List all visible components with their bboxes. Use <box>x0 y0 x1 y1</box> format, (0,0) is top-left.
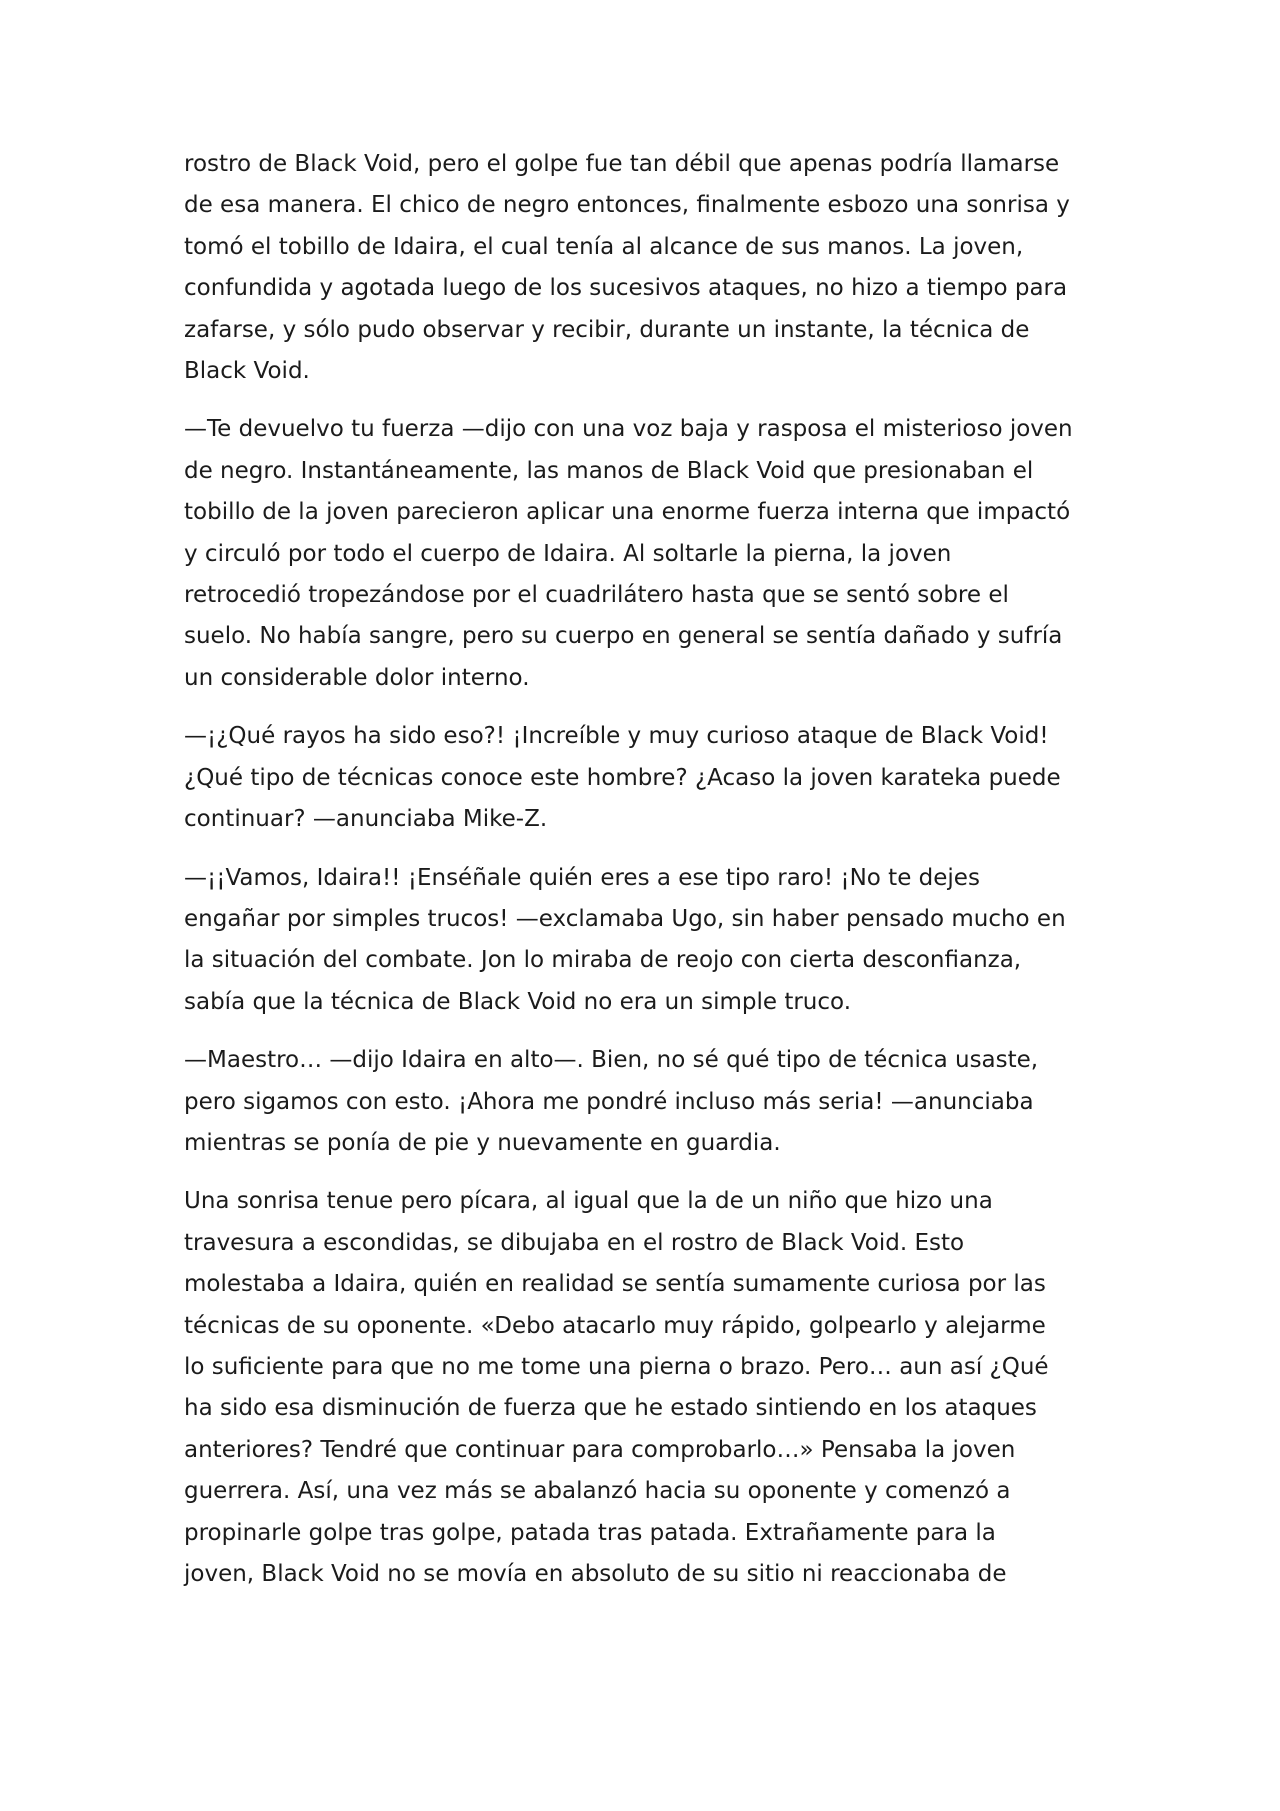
paragraph-4: —¡¡Vamos, Idaira!! ¡Enséñale quién eres a ese tipo raro! ¡No te dejes engañar por simples trucos! —exclamaba Ugo, sin haber pensado mucho en la situación del combate. Jon lo miraba de reojo con cierta desconfianza, sabía que la técnica de Black Void no era un simple truco. <box>184 864 1066 1015</box>
paragraph-5: —Maestro… —dijo Idaira en alto—. Bien, no sé qué tipo de técnica usaste, pero sigamos con esto. ¡Ahora me pondré incluso más seria! —anunciaba mientras se ponía de pie y nuevamente en guardia. <box>184 1047 1039 1156</box>
paragraph-3: —¡¿Qué rayos ha sido eso?! ¡Increíble y muy curioso ataque de Black Void! ¿Qué tipo de técnicas conoce este hombre? ¿Acaso la joven karateka puede continuar? —anunciaba Mike-Z. <box>184 723 1061 833</box>
paragraph-6: Una sonrisa tenue pero pícara, al igual que la de un niño que hizo una travesura a escondidas, se dibujaba en el rostro de Black Void. Esto molestaba a Idaira, quién en realidad se sentía sumamente curiosa por las técnicas de su oponente. «Debo atacarlo muy rápido, golpearlo y alejarme lo suficiente para que no me tome una pierna o brazo. Pero… aun así ¿Qué ha sido esa disminución de fuerza que he estado sintiendo en los ataques anteriores? Tendré que continuar para comprobarlo…» Pensaba la joven guerrera. Así, una vez más se abalanzó hacia su oponente y comenzó a propinarle golpe tras golpe, patada tras patada. Extrañamente para la joven, Black Void no se movía en absoluto de su sitio ni reaccionaba de <box>184 1188 1049 1587</box>
paragraph-2: —Te devuelvo tu fuerza —dijo con una voz baja y rasposa el misterioso joven de negro. Instantáneamente, las manos de Black Void que presionaban el tobillo de la joven parecieron aplicar una enorme fuerza interna que impactó y circuló por todo el cuerpo de Idaira. Al soltarle la pierna, la joven retrocedió tropezándose por el cuadrilátero hasta que se sentó sobre el suelo. No había sangre, pero su cuerpo en general se sentía dañado y sufría un considerable dolor interno. <box>184 416 1073 691</box>
paragraph-1: rostro de Black Void, pero el golpe fue tan débil que apenas podría llamarse de esa manera. El chico de negro entonces, finalmente esbozo una sonrisa y tomó el tobillo de Idaira, el cual tenía al alcance de sus manos. La joven, confundida y agotada luego de los sucesivos ataques, no hizo a tiempo para zafarse, y sólo pudo observar y recibir, durante un instante, la técnica de Black Void. <box>184 151 1070 385</box>
document-body <box>184 144 1109 1612</box>
